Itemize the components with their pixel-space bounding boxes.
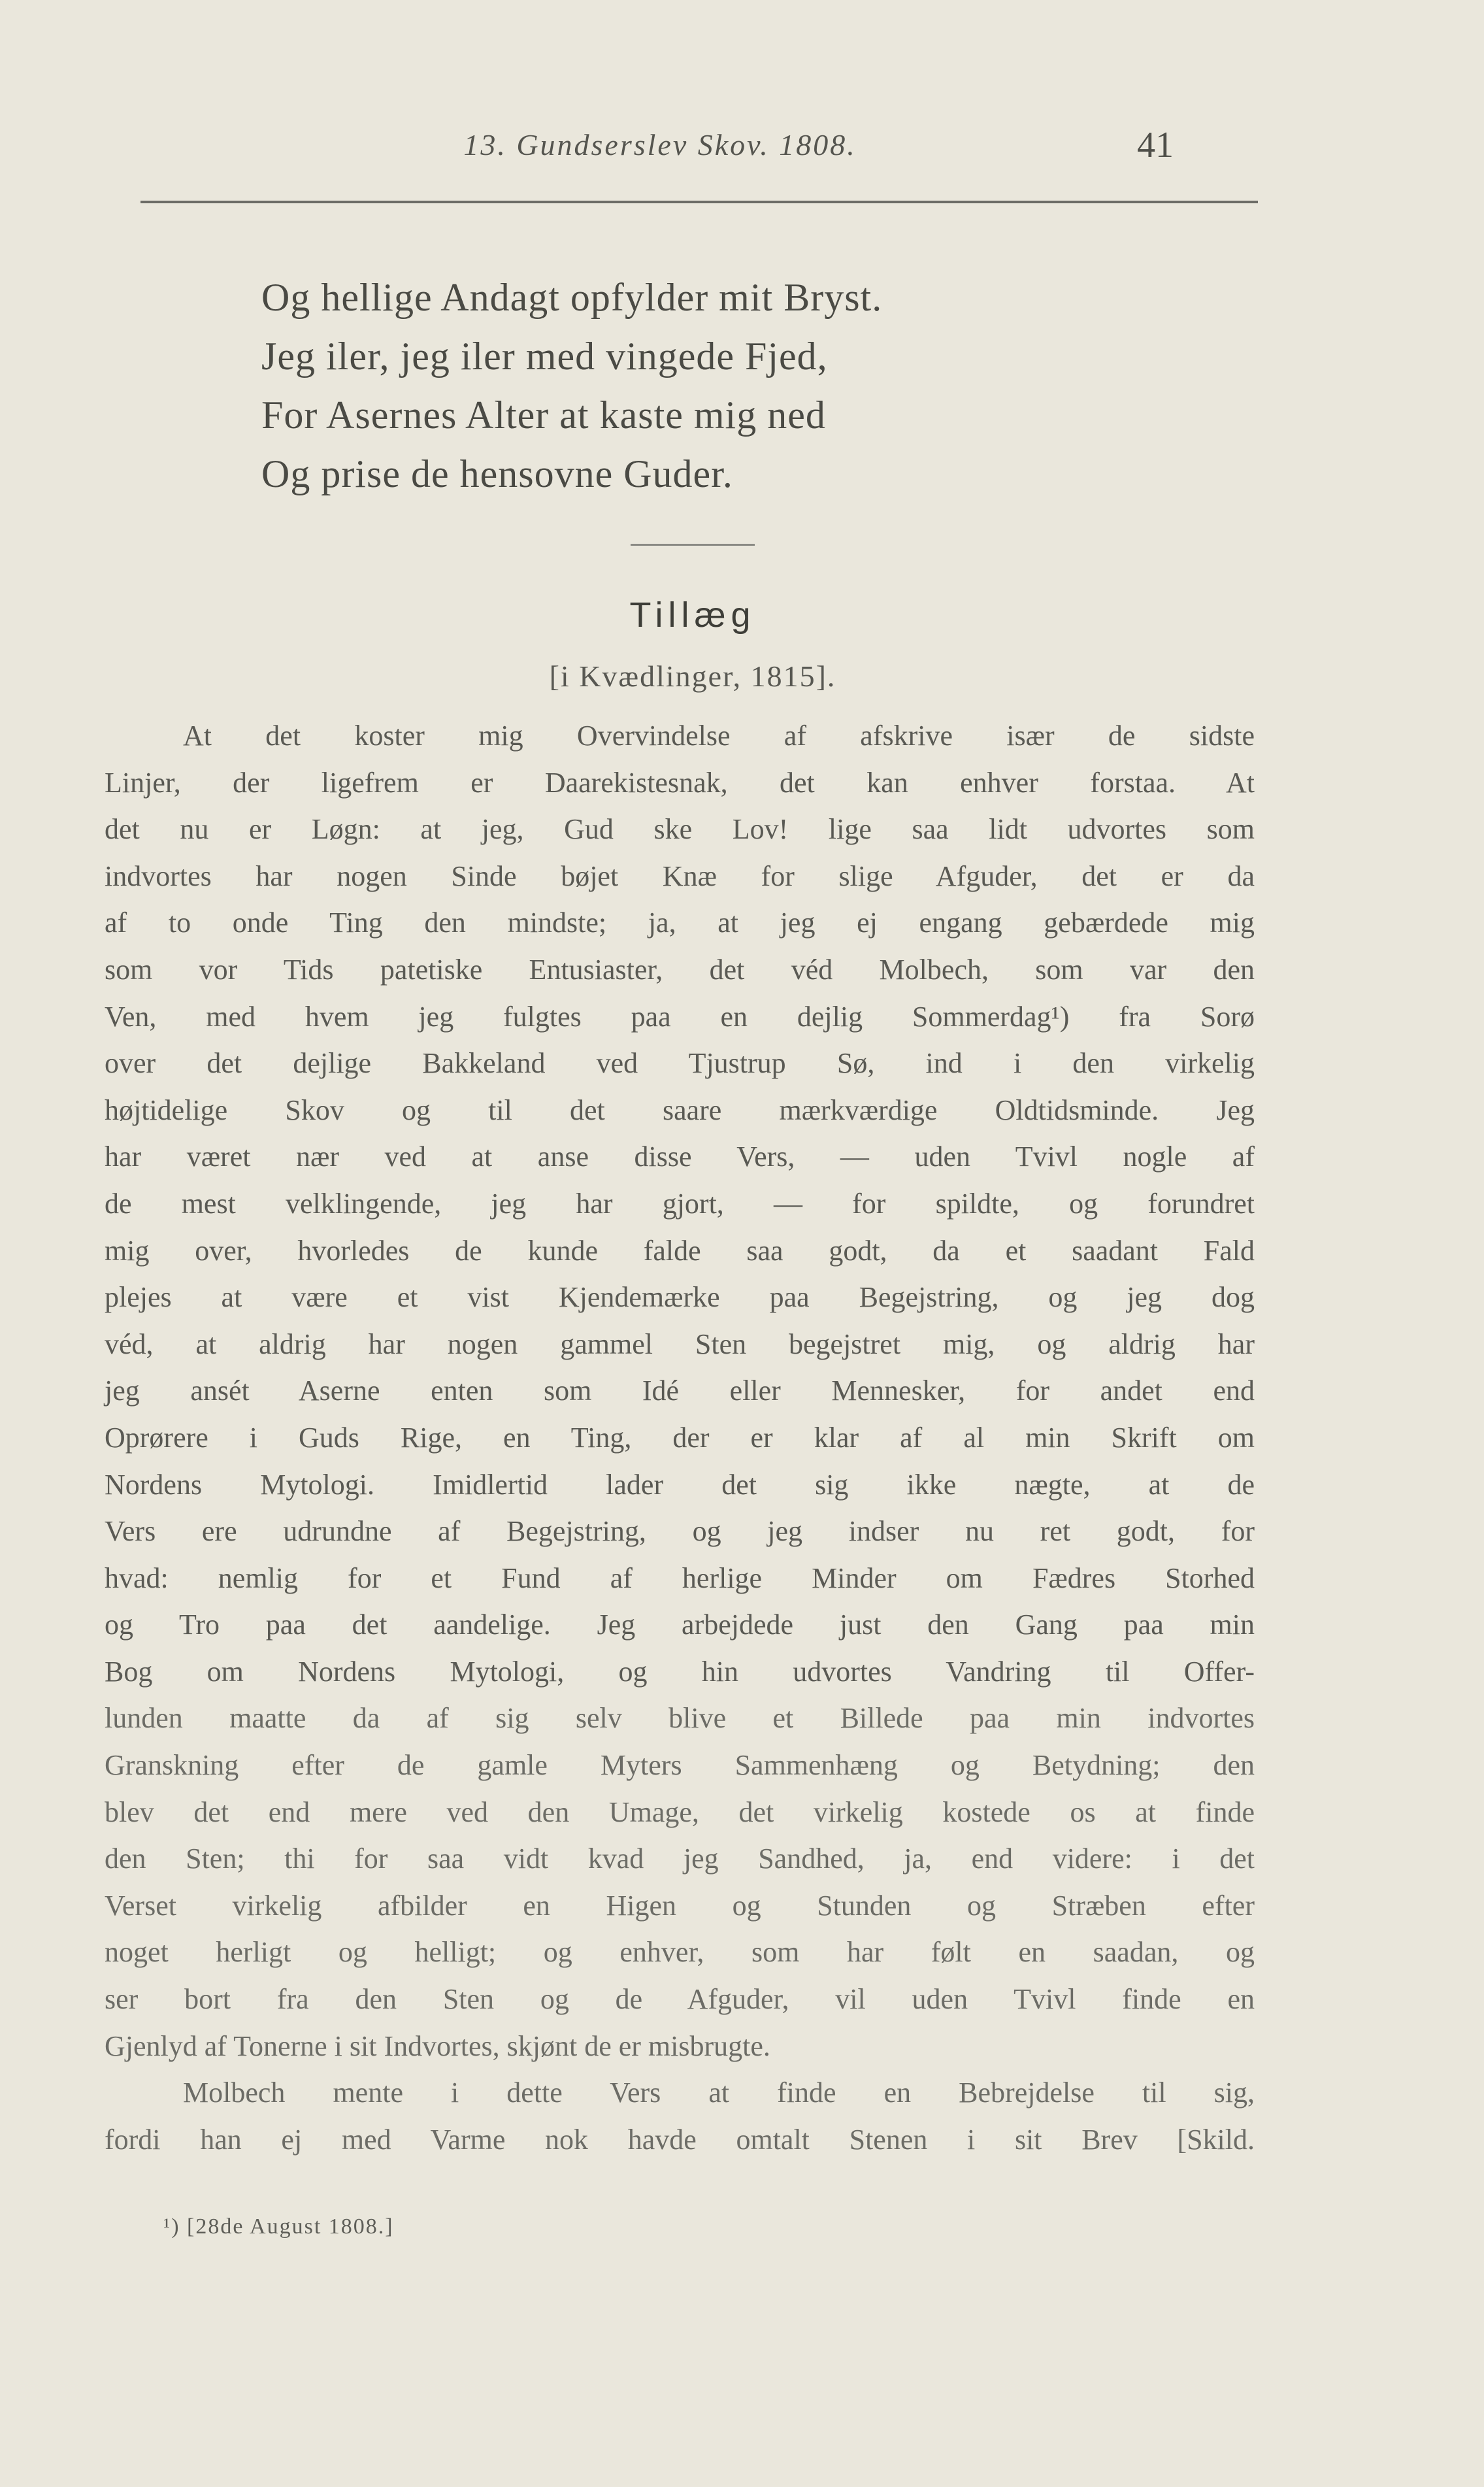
- body-line: Oprørere i Guds Rige, en Ting, der er klar af al min Skrift om: [105, 1421, 1255, 1454]
- body-line: mig over, hvorledes de kunde falde saa godt, da et saadant Fald: [105, 1234, 1255, 1267]
- body-line: Gjenlyd af Tonerne i sit Indvortes, skjønt de er misbrugte.: [105, 2029, 770, 2062]
- page-number: 41: [1137, 125, 1174, 165]
- footnote-marker: ¹): [163, 2214, 180, 2239]
- section-divider: [631, 544, 755, 546]
- body-line: den Sten; thi for saa vidt kvad jeg Sandhed, ja, end videre: i det: [105, 1843, 1255, 1875]
- section-subheading: [i Kvædlinger, 1815].: [549, 659, 836, 693]
- body-paragraphs: [105, 712, 1255, 2163]
- body-line: plejes at være et vist Kjendemærke paa Begejstring, og jeg dog: [105, 1281, 1255, 1314]
- footnote: [163, 2214, 394, 2239]
- poem-line: Og hellige Andagt opfylder mit Bryst.: [261, 276, 883, 319]
- body-line: Molbech mente i dette Vers at finde en Bebrejdelse til sig,: [183, 2077, 1255, 2109]
- body-line: højtidelige Skov og til det saare mærkværdige Oldtidsminde. Jeg: [105, 1093, 1255, 1126]
- body-line: Granskning efter de gamle Myters Sammenhæng og Betydning; den: [105, 1749, 1255, 1782]
- poem-line: For Asernes Alter at kaste mig ned: [261, 393, 826, 437]
- body-line: som vor Tids patetiske Entusiaster, det véd Molbech, som var den: [105, 953, 1255, 986]
- body-line: noget herligt og helligt; og enhver, som har følt en saadan, og: [105, 1936, 1255, 1969]
- body-line: blev det end mere ved den Umage, det virkelig kostede os at finde: [105, 1795, 1255, 1828]
- body-line: fordi han ej med Varme nok havde omtalt Stenen i sit Brev [Skild.: [105, 2123, 1255, 2156]
- poem-line: Jeg iler, jeg iler med vingede Fjed,: [261, 335, 828, 378]
- body-line: de mest velklingende, jeg har gjort, — for spildte, og forundret: [105, 1187, 1255, 1220]
- body-line: ser bort fra den Sten og de Afguder, vil uden Tvivl finde en: [105, 1983, 1255, 2016]
- body-line: hvad: nemlig for et Fund af herlige Minder om Fædres Storhed: [105, 1561, 1255, 1594]
- section-heading: Tillæg: [629, 595, 756, 635]
- body-line: Bog om Nordens Mytologi, og hin udvortes Vandring til Offer-: [105, 1655, 1255, 1688]
- running-header-title: 13. Gundserslev Skov. 1808.: [463, 128, 857, 161]
- body-line: At det koster mig Overvindelse af afskrive især de sidste: [183, 720, 1255, 752]
- body-line: véd, at aldrig har nogen gammel Sten begejstret mig, og aldrig har: [105, 1327, 1255, 1360]
- body-line: har været nær ved at anse disse Vers, — uden Tvivl nogle af: [105, 1141, 1255, 1173]
- body-line: Vers ere udrundne af Begejstring, og jeg indser nu ret godt, for: [105, 1515, 1255, 1548]
- body-line: af to onde Ting den mindste; ja, at jeg ej engang gebærdede mig: [105, 907, 1255, 939]
- poem-line: Og prise de hensovne Guder.: [261, 452, 733, 495]
- body-line: Ven, med hvem jeg fulgtes paa en dejlig Sommerdag¹) fra Sorø: [105, 1000, 1255, 1033]
- body-line: Verset virkelig afbilder en Higen og Stunden og Stræben efter: [105, 1889, 1255, 1922]
- body-line: Linjer, der ligefrem er Daarekistesnak, det kan enhver forstaa. At: [105, 766, 1255, 799]
- header-rule: [140, 201, 1258, 203]
- body-line: over det dejlige Bakkeland ved Tjustrup Sø, ind i den virkelig: [105, 1047, 1255, 1080]
- body-line: indvortes har nogen Sinde bøjet Knæ for slige Afguder, det er da: [105, 860, 1255, 892]
- body-line: det nu er Løgn: at jeg, Gud ske Lov! lige saa lidt udvortes som: [105, 813, 1255, 846]
- poem-stanza: [261, 268, 1242, 503]
- body-line: og Tro paa det aandelige. Jeg arbejdede just den Gang paa min: [105, 1609, 1255, 1641]
- body-line: lunden maatte da af sig selv blive et Billede paa min indvortes: [105, 1702, 1255, 1735]
- body-line: jeg ansét Aserne enten som Idé eller Mennesker, for andet end: [105, 1375, 1255, 1407]
- footnote-text: [28de August 1808.]: [187, 2214, 394, 2239]
- body-line: Nordens Mytologi. Imidlertid lader det sig ikke nægte, at de: [105, 1468, 1255, 1501]
